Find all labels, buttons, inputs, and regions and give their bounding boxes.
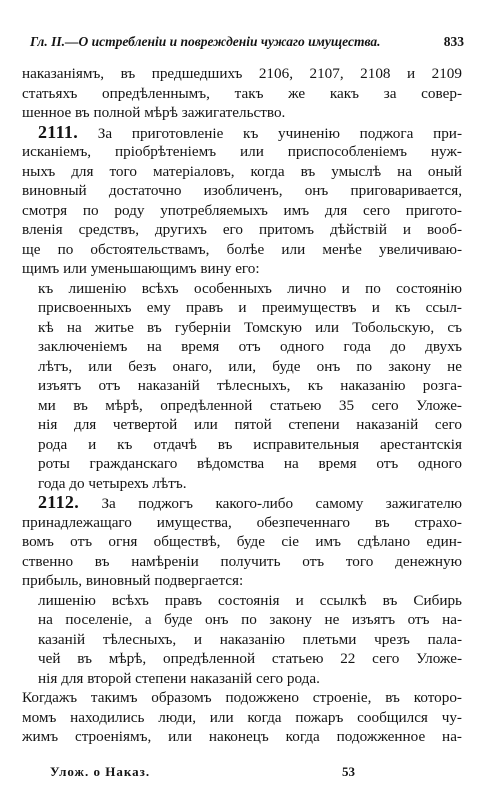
text-line: роты гражданскаго вѣдомства на время отъ одного [38,455,462,472]
article-first-line [22,493,462,513]
article-number: 2111. [38,122,79,142]
text-line: виновный достаточно изобличенъ, онъ приговаривается, [22,182,462,199]
text-line: смотря по роду употребляемыхъ имъ для сего пригото- [22,201,462,219]
article-first-line [22,123,462,143]
text-line: присвоенныхъ ему правъ и преимуществъ и къ ссыл- [38,299,462,316]
text-line: казанiй тѣлесныхъ, и наказанiю плетьми чрезъ пала- [38,630,462,648]
text-line: изъятъ отъ наказанiй тѣлесныхъ, къ наказанiю розга- [38,377,462,394]
text-line: статьяхъ опредѣленнымъ, такъ же какъ за совер- [22,84,462,102]
text-line: лишенiю всѣхъ правъ состоянiя и ссылкѣ въ Сибирь [38,591,462,609]
text-line: ныхъ для того матерiаловъ, когда въ умыслѣ на оный [22,162,462,180]
text-line: прибыль, виновный подвергается: [22,572,244,589]
text-line: кѣ на житье въ губернiи Томскую или Тобольскую, съ [38,318,462,336]
paragraph-continuation [22,64,462,123]
body-text [22,64,462,747]
text-line: рода и къ отдачѣ въ исправительныя арестантскiя [38,435,462,453]
text-line: момъ находились люди, или когда пожаръ сообщился чу- [22,708,462,726]
chapter-title: Гл. II.—О истребленiи и поврежденiи чужаго имущества. [30,34,381,49]
footer-running-title: Улож. о Наказ. [50,764,151,779]
text-line: За приготовленiе къ учиненiю поджога при- [97,124,462,142]
text-line: Когдажъ такимъ образомъ подожжено строенiе, въ которо- [22,689,462,706]
text-line: нiя для второй степени наказанiй сего рода. [38,669,320,687]
penalty-block-2111 [22,279,462,494]
text-line: наказанiямъ, въ предшедшихъ 2106, 2107, 2108 и 2109 [22,65,462,82]
text-line: щимъ или уменьшающимъ вину его: [22,260,260,277]
text-line: на поселенiе, а буде онъ по закону не изъятъ отъ на- [38,611,462,628]
text-line: нiя для четвертой или пятой степени наказанiй сего [38,416,462,433]
text-line: чей въ мѣрѣ, опредѣленной статьею 22 сего Уложе- [38,650,462,667]
article-2112 [22,493,462,591]
text-line: ще по обстоятельствамъ, болѣе или менѣе увеличиваю- [22,240,462,258]
text-line: шенное въ полной мѣрѣ зажигательство. [22,104,286,121]
text-line: исканiемъ, прiобрѣтенiемъ или приспособленiемъ нуж- [22,143,462,160]
running-header [30,34,464,52]
text-line: жимъ строенiямъ, или наконецъ когда подожженное на- [22,728,462,745]
text-line: вленiя средствъ, другихъ его притомъ дѣйствiй и вооб- [22,221,462,238]
article-number: 2112. [38,493,80,512]
signature-mark: 53 [342,764,355,779]
text-line: За поджогъ какого-либо самому зажигателю [101,495,462,512]
page-footer [50,764,450,782]
page-number: 833 [443,34,464,49]
article-2111 [22,123,462,279]
penalty-block-2112 [22,591,462,689]
text-line: лѣтъ, или безъ онаго, или, буде онъ по закону не [38,357,462,375]
text-line: ственно въ намѣренiи получить отъ того денежную [22,552,462,570]
text-line: года до четырехъ лѣтъ. [38,474,187,492]
text-line: къ лишенiю всѣхъ особенныхъ лично и по состоянiю [38,279,462,297]
paragraph-final [22,688,462,747]
text-line: вомъ отъ огня обществѣ, буде сiе имъ сдѣлано един- [22,533,462,550]
text-line: принадлежащаго имущества, обезпеченнаго въ страхо- [22,513,462,531]
text-line: заключенiемъ на время отъ одного года до двухъ [38,338,462,355]
text-line: ми въ мѣрѣ, опредѣленной статьею 35 сего Уложе- [38,396,462,414]
